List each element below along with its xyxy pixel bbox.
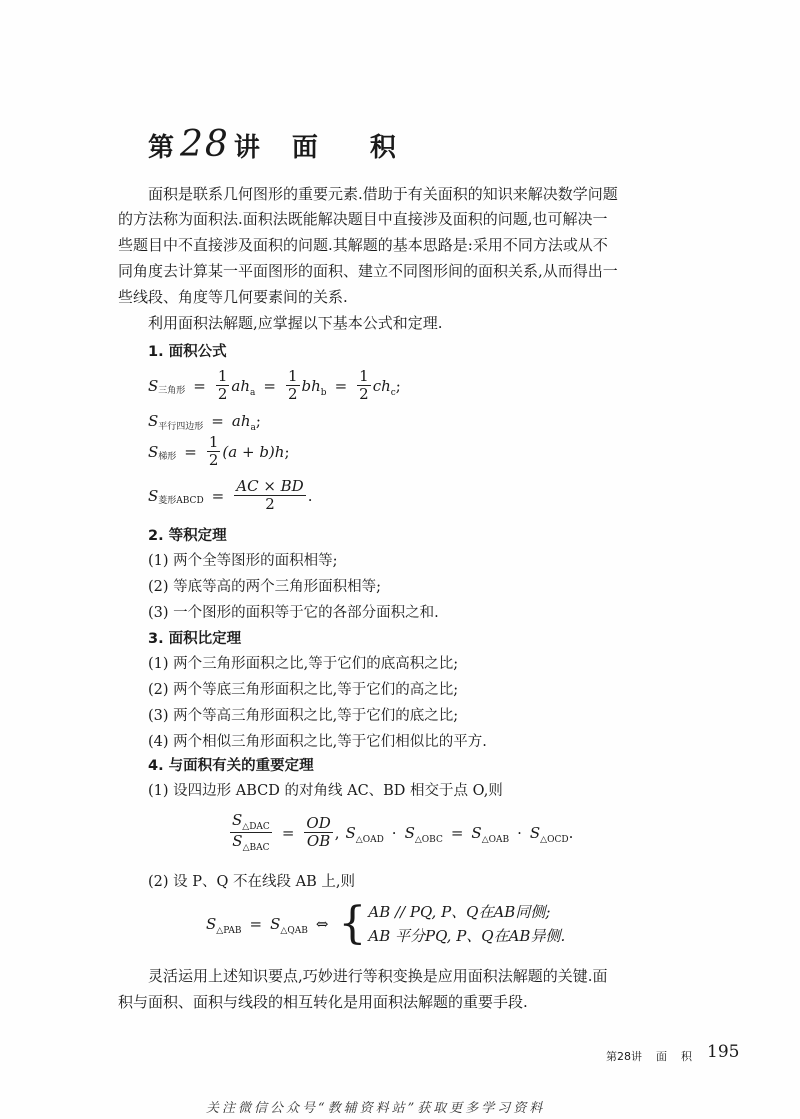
lecture-title xyxy=(148,124,398,165)
formula-ratio: $\frac{S_{\triangle DAC}}{S_{\triangle BAC}}$ = $\frac{OD}{OB}$ , $S_{\triangle OAD}$ · $S_{\triangle OBC}$ = $S_{\triangle OAB}$ · $S_{\triangle OCD}$ . xyxy=(232,811,574,853)
left-brace: { xyxy=(338,898,367,949)
section-3-item-1: (1) 两个三角形面积之比,等于它们的底高积之比; xyxy=(148,656,459,672)
case-1: AB // PQ, P、Q在AB同侧; xyxy=(368,903,551,921)
footer-label-a: 第28讲 xyxy=(606,1050,642,1063)
title-prefix: 第 xyxy=(148,133,177,163)
intro-line-2: 的方法称为面积法.面积法既能解决题目中直接涉及面积的问题,也可解决一 xyxy=(118,210,608,228)
section-2-heading: 2. 等积定理 xyxy=(148,528,227,544)
case-2: AB 平分PQ, P、Q在AB异侧. xyxy=(368,927,566,945)
formula-trapezoid: S 梯形 = $\frac{1}{2}$ (a + b)h ; xyxy=(148,433,290,469)
intro-line-4: 同角度去计算某一平面图形的面积、建立不同图形间的面积关系,从而得出一 xyxy=(118,262,618,280)
section-2-item-2: (2) 等底等高的两个三角形面积相等; xyxy=(148,579,382,595)
section-4-item-2: (2) 设 P、Q 不在线段 AB 上,则 xyxy=(148,874,355,890)
section-4-heading: 4. 与面积有关的重要定理 xyxy=(148,758,314,774)
intro-line-3: 些题目中不直接涉及面积的问题.其解题的基本思路是:采用不同方法或从不 xyxy=(118,236,608,254)
trapezoid-subscript: 梯形 xyxy=(158,452,177,462)
rhombus-subscript: 菱形ABCD xyxy=(158,496,204,506)
intro-line-1: 面积是联系几何图形的重要元素.借助于有关面积的知识来解决数学问题 xyxy=(148,185,618,203)
formula-parallelogram: S 平行四边形 = $ah_a$ ; xyxy=(148,412,261,433)
footer-label-c: 积 xyxy=(681,1050,692,1063)
footer-label-b: 面 xyxy=(656,1050,667,1063)
title-number: 28 xyxy=(180,124,230,165)
triangle-subscript: 三角形 xyxy=(158,386,186,396)
title-word-1: 面 xyxy=(291,133,320,163)
title-suffix: 讲 xyxy=(233,133,262,163)
conclusion-line-2: 积与面积、面积与线段的相互转化是用面积法解题的重要手段. xyxy=(118,993,528,1011)
intro-line-5: 些线段、角度等几何要素间的关系. xyxy=(118,288,348,306)
section-3-item-2: (2) 两个等底三角形面积之比,等于它们的高之比; xyxy=(148,682,459,698)
watermark-text: 关注微信公众号“教辅资料站”获取更多学习资料 xyxy=(206,1101,546,1116)
formula-triangle: S 三角形 = $\frac{1}{2}$ $ah_a$ = $\frac{1}{2}$ $bh_b$ = $\frac{1}{2}$ $ch_c$ ; xyxy=(148,367,401,403)
formula-rhombus: S 菱形ABCD = $\frac{AC \times BD}{2}$ . xyxy=(148,477,313,513)
section-2-item-3: (3) 一个图形的面积等于它的各部分面积之和. xyxy=(148,605,439,621)
footer-chapter-label xyxy=(606,1048,692,1064)
title-word-2: 积 xyxy=(369,133,398,163)
formula-equivalence: $S_{\triangle PAB}$ = $S_{\triangle QAB}$ ⇔ { AB // PQ, P、Q在AB同侧; AB 平分PQ, P、Q在AB异侧. xyxy=(206,898,566,949)
section-3-item-4: (4) 两个相似三角形面积之比,等于它们相似比的平方. xyxy=(148,734,487,750)
section-3-item-3: (3) 两个等高三角形面积之比,等于它们的底之比; xyxy=(148,708,459,724)
section-4-item-1: (1) 设四边形 ABCD 的对角线 AC、BD 相交于点 O,则 xyxy=(148,783,503,799)
conclusion-line-1: 灵活运用上述知识要点,巧妙进行等积变换是应用面积法解题的关键.面 xyxy=(148,967,608,985)
section-1-heading: 1. 面积公式 xyxy=(148,344,227,360)
section-3-heading: 3. 面积比定理 xyxy=(148,631,242,647)
section-2-item-1: (1) 两个全等图形的面积相等; xyxy=(148,553,338,569)
lead-line: 利用面积法解题,应掌握以下基本公式和定理. xyxy=(148,314,443,332)
parallelogram-subscript: 平行四边形 xyxy=(158,421,204,432)
page-number: 195 xyxy=(707,1042,740,1062)
